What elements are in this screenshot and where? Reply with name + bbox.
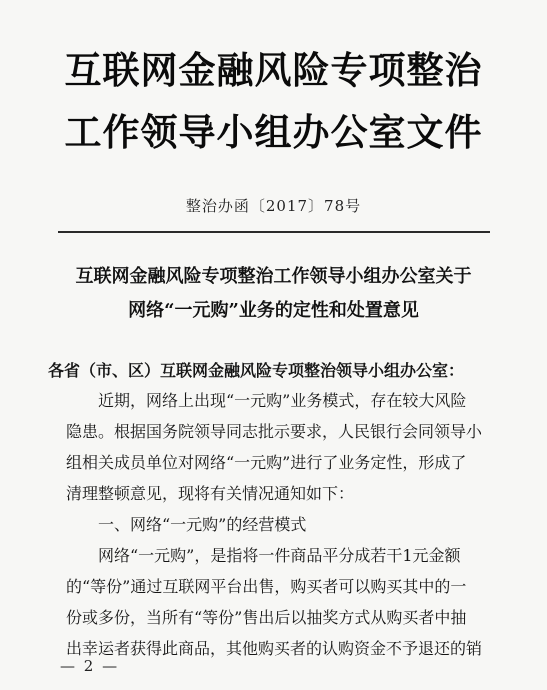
subject-line-2: 网络“一元购”业务的定性和处置意见 — [128, 300, 419, 321]
document-number: 整治办函〔2017〕78号 — [185, 197, 362, 215]
body-line: 清理整顿意见，现将有关情况通知如下： — [66, 484, 355, 503]
body-line: 出幸运者获得此商品，其他购买者的认购资金不予退还的销 — [66, 639, 483, 658]
body-line: 的“等份”通过互联网平台出售，购买者可以购买其中的一 — [66, 577, 467, 596]
section-heading: 一、网络“一元购”的经营模式 — [98, 515, 307, 534]
body-line: 份或多份，当所有“等份”售出后以抽奖方式从购买者中抽 — [66, 608, 467, 627]
body-line: 网络“一元购”，是指将一件商品平分成若干1元金额 — [98, 546, 461, 565]
document-title-line-2: 工作领导小组办公室文件 — [64, 110, 483, 154]
page-number: — 2 — — [60, 657, 120, 675]
addressee: 各省（市、区）互联网金融风险专项整治领导小组办公室： — [48, 361, 465, 380]
header-divider — [58, 231, 490, 233]
subject-line-1: 互联网金融风险专项整治工作领导小组办公室关于 — [75, 266, 472, 287]
document-title-line-1: 互联网金融风险专项整治 — [64, 48, 483, 92]
body-line: 组相关成员单位对网络“一元购”进行了业务定性，形成了 — [66, 453, 467, 472]
body-line: 近期，网络上出现“一元购”业务模式，存在较大风险 — [98, 391, 467, 410]
body-line: 隐患。根据国务院领导同志批示要求，人民银行会同领导小 — [66, 422, 483, 441]
